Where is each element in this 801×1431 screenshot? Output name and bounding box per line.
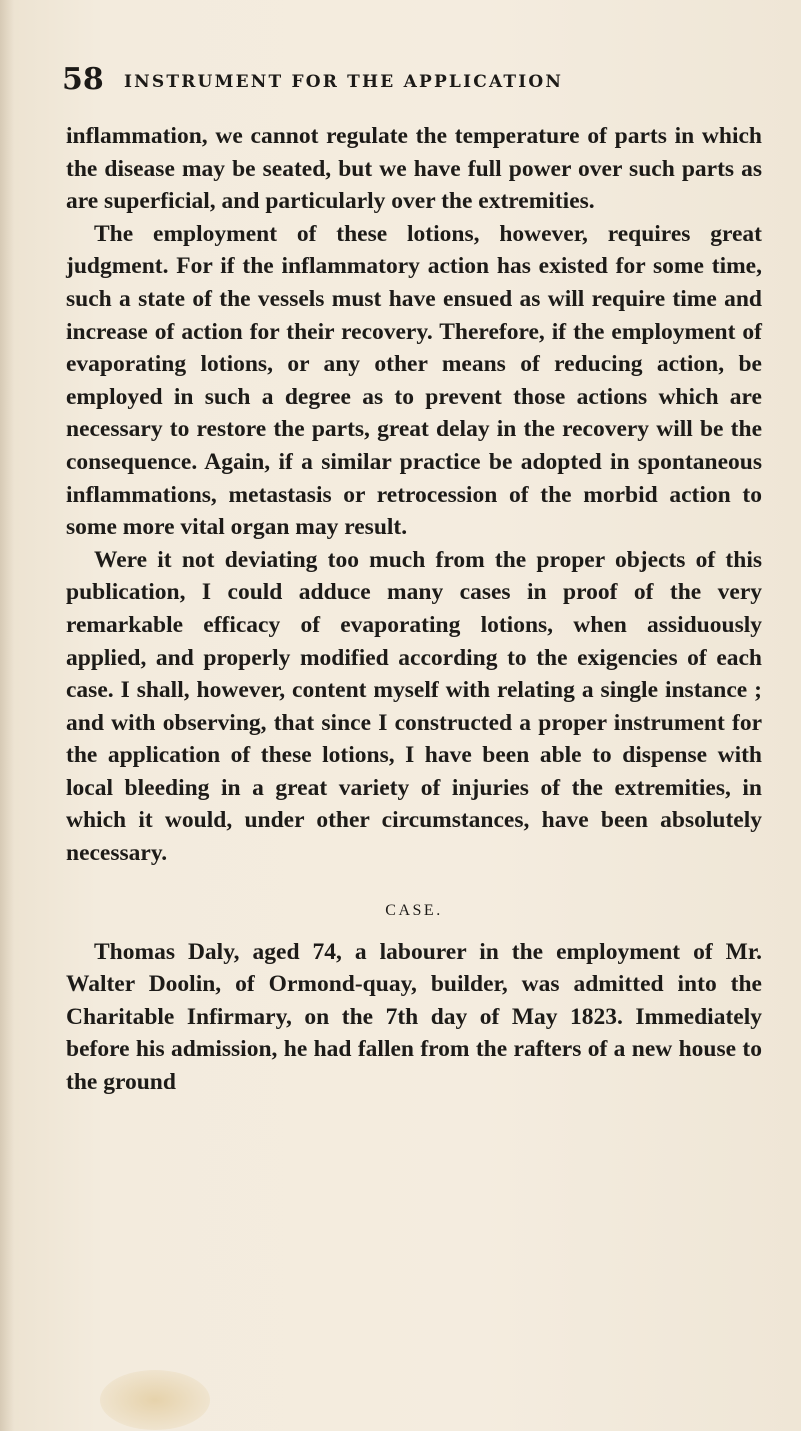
paragraph-1: inflammation, we cannot regulate the temperature of parts in which the disease may be seated, but we have full power over such parts as are superficial, and particularly over the extremities. <box>66 123 762 215</box>
case-paragraph: Thomas Daly, aged 74, a labourer in the employment of Mr. Walter Doolin, of Ormond-quay, builder, was admitted into the Charitable Infirmary, on the 7th day of May 1823. Immediately before his admission, he had fallen from the rafters of a new house to the ground <box>66 938 762 1096</box>
paragraph-3: Were it not deviating too much from the proper objects of this publication, I could adduce many cases in proof of the very remarkable efficacy of evaporating lotions, when assiduously applied, and properly modified according to the exigencies of each case. I shall, however, content myself with relating a single instance ; and with observing, that since I constructed a proper instrument for the application of these lotions, I have been able to dispense with local bleeding in a great variety of injuries of the extremities, in which it would, under other circumstances, have been absolutely necessary. <box>66 546 762 867</box>
paper-stain <box>100 1370 210 1430</box>
running-head: INSTRUMENT FOR THE APPLICATION <box>124 72 564 92</box>
case-heading: CASE. <box>385 901 443 919</box>
body-text <box>66 120 762 1099</box>
page-number: 58 <box>62 62 104 97</box>
page-edge-shadow <box>0 0 14 1431</box>
paragraph-2: The employment of these lotions, however, requires great judgment. For if the inflammatory action has existed for some time, such a state of the vessels must have ensued as will require time and increase of action for their recovery. Therefore, if the employment of evaporating lotions, or any other means of reducing action, be employed in such a degree as to prevent those actions which are necessary to restore the parts, great delay in the recovery will be the consequence. Again, if a similar practice be adopted in spontaneous inflammations, metastasis or retrocession of the morbid action to some more vital organ may result. <box>66 220 762 541</box>
